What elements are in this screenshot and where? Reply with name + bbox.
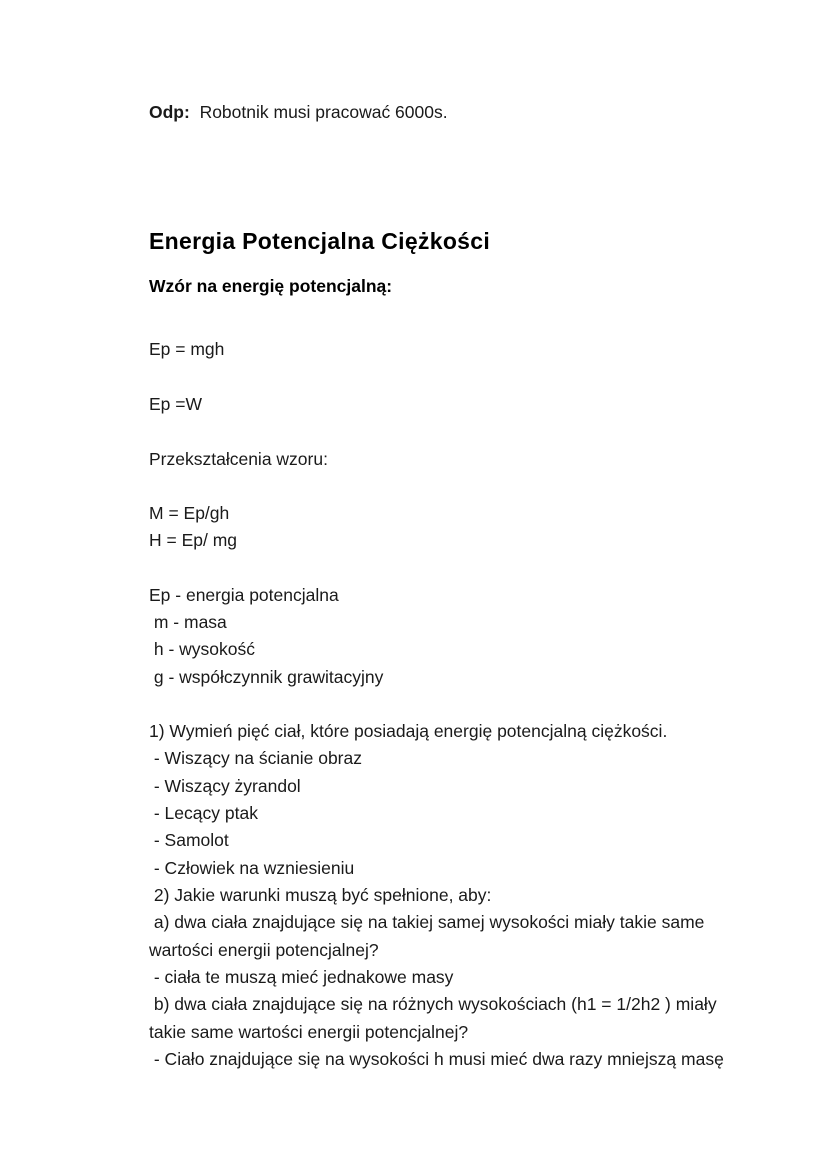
question-1-text: 1) Wymień pięć ciał, które posiadają energię potencjalną ciężkości. <box>149 721 668 741</box>
question-2-text: 2) Jakie warunki muszą być spełnione, aby: <box>149 885 492 905</box>
legend-ep: Ep - energia potencjalna <box>149 585 339 605</box>
transform-1: M = Ep/gh <box>149 503 230 523</box>
question-2a-line1: a) dwa ciała znajdujące się na takiej samej wysokości miały takie same <box>149 912 705 932</box>
formula-1: Ep = mgh <box>149 339 225 359</box>
question-2b-answer: - Ciało znajdujące się na wysokości h musi mieć dwa razy mniejszą masę <box>149 1049 724 1069</box>
list-item: - Człowiek na wzniesieniu <box>149 858 355 878</box>
answer-label: Odp: <box>149 102 190 122</box>
question-2a-line2: wartości energii potencjalnej? <box>149 940 379 960</box>
question-2b-line2: takie same wartości energii potencjalnej? <box>149 1022 469 1042</box>
transform-2: H = Ep/ mg <box>149 530 238 550</box>
legend-m: m - masa <box>149 612 227 632</box>
transform-heading: Przekształcenia wzoru: <box>149 449 328 469</box>
question-2b-line1: b) dwa ciała znajdujące się na różnych wysokościach (h1 = 1/2h2 ) miały <box>149 994 717 1014</box>
legend-g: g - współczynnik grawitacyjny <box>149 667 384 687</box>
formula-heading: Wzór na energię potencjalną: <box>149 276 393 296</box>
legend-h: h - wysokość <box>149 639 255 659</box>
list-item: - Wiszący na ścianie obraz <box>149 748 362 768</box>
answer-text: Robotnik musi pracować 6000s. <box>199 102 448 122</box>
list-item: - Wiszący żyrandol <box>149 776 301 796</box>
question-2a-answer: - ciała te muszą mieć jednakowe masy <box>149 967 454 987</box>
section-title: Energia Potencjalna Ciężkości <box>149 228 491 254</box>
list-item: - Samolot <box>149 830 229 850</box>
list-item: - Lecący ptak <box>149 803 258 823</box>
formula-2: Ep =W <box>149 394 203 414</box>
answer-line <box>149 101 448 123</box>
